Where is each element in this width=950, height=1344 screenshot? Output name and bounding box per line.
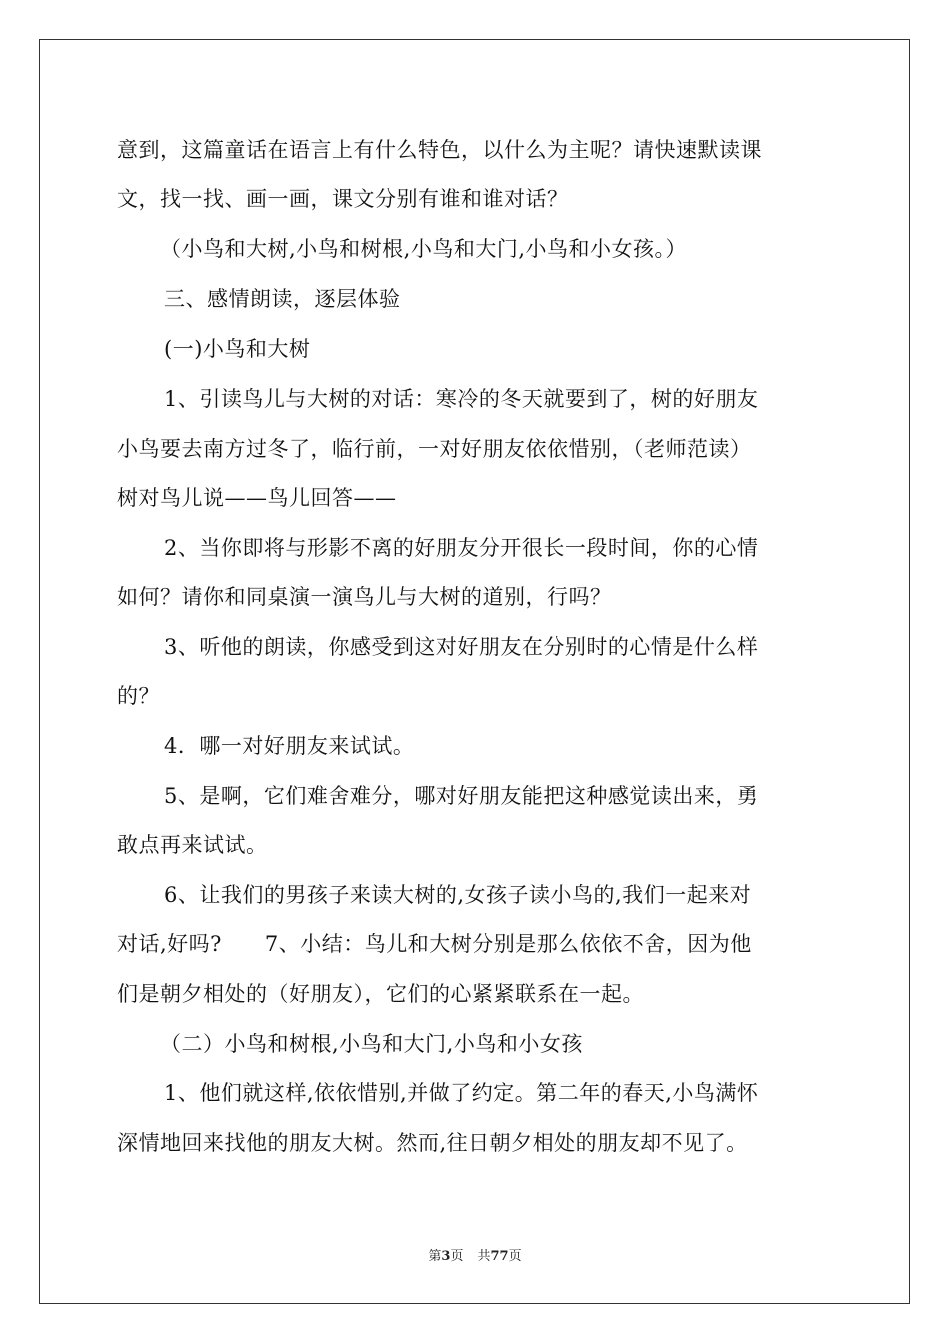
page-border [39,39,910,1304]
subsection-heading: (一)小鸟和大树 [164,337,311,361]
text-line: 1、引读鸟儿与大树的对话：寒冷的冬天就要到了，树的好朋友 [164,387,759,411]
page-number: 3 [441,1249,451,1264]
page-suffix: 页 [450,1249,464,1264]
text-line: 如何？请你和同桌演一演鸟儿与大树的道别，行吗？ [117,585,612,609]
text-line: 2、当你即将与形影不离的好朋友分开很长一段时间，你的心情 [164,536,759,560]
text-line: 6、让我们的男孩子来读大树的,女孩子读小鸟的,我们一起来对 [164,883,752,907]
text-line: 意到，这篇童话在语言上有什么特色，以什么为主呢？请快速默读课 [117,138,762,162]
text-line: 树对鸟儿说——鸟儿回答—— [117,486,397,510]
text-line: 对话,好吗? 7、小结：鸟儿和大树分别是那么依依不舍，因为他 [117,932,752,956]
text-line: 们是朝夕相处的（好朋友），它们的心紧紧联系在一起。 [117,982,644,1006]
text-line: 1、他们就这样,依依惜别,并做了约定。第二年的春天,小鸟满怀 [164,1081,759,1105]
total-pages: 77 [490,1249,509,1264]
page-footer [0,1248,950,1266]
total-prefix: 共 [477,1249,491,1264]
text-line: 小鸟要去南方过冬了，临行前，一对好朋友依依惜别，（老师范读） [117,437,752,461]
text-line: 文，找一找、画一画，课文分别有谁和谁对话？ [117,187,569,211]
subsection-heading: （二）小鸟和树根,小鸟和大门,小鸟和小女孩 [160,1032,583,1056]
text-line: （小鸟和大树,小鸟和树根,小鸟和大门,小鸟和小女孩。） [160,237,688,261]
text-line: 敢点再来试试。 [117,833,268,857]
text-line: 4．哪一对好朋友来试试。 [164,734,415,758]
text-line: 3、听他的朗读，你感受到这对好朋友在分别时的心情是什么样 [164,635,759,659]
text-line: 5、是啊，它们难舍难分，哪对好朋友能把这种感觉读出来，勇 [164,784,759,808]
text-line: 的？ [117,684,160,708]
section-heading: 三、感情朗读，逐层体验 [164,287,401,311]
page-prefix: 第 [428,1249,442,1264]
text-line: 深情地回来找他的朋友大树。然而,往日朝夕相处的朋友却不见了。 [117,1131,748,1155]
total-suffix: 页 [508,1249,522,1264]
